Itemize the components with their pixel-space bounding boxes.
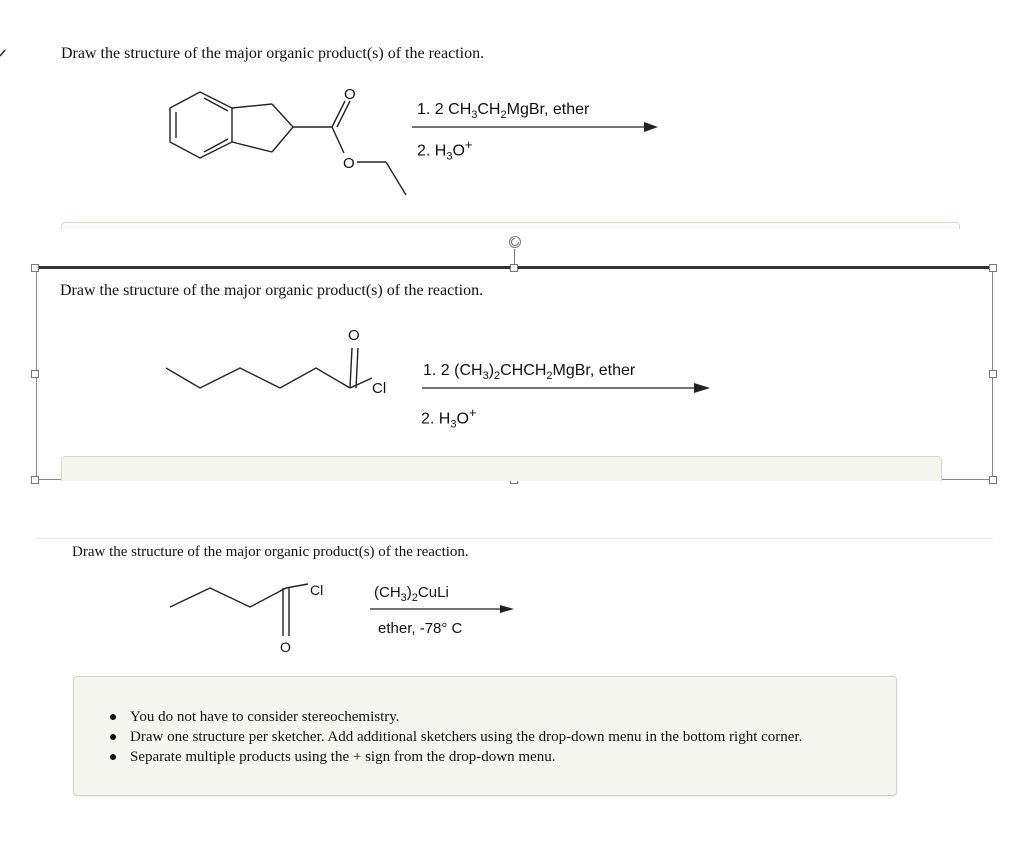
resize-handle-bottom-left[interactable]	[31, 476, 39, 484]
instruction-item: Draw one structure per sketcher. Add additional sketchers using the drop-down menu in the bottom right corner.	[110, 727, 802, 747]
carbonyl-oxygen-label: O	[348, 327, 360, 344]
problem-3-prompt: Draw the structure of the major organic product(s) of the reaction.	[72, 544, 469, 560]
resize-handle-top[interactable]	[510, 264, 518, 272]
rotate-handle-stem	[514, 249, 515, 265]
resize-handle-top-left[interactable]	[31, 264, 39, 272]
chlorine-label: Cl	[310, 582, 324, 598]
reaction-arrowhead	[694, 383, 710, 393]
reaction-arrowhead	[644, 122, 658, 132]
carbonyl-oxygen-label: O	[280, 639, 291, 655]
resize-handle-left[interactable]	[31, 370, 39, 378]
carbonyl-oxygen-label: O	[344, 86, 356, 103]
rotate-handle[interactable]	[508, 235, 522, 249]
problem-3-reagent-below: ether, -78° C	[378, 620, 463, 637]
reaction-arrowhead	[500, 605, 514, 613]
chlorine-label: Cl	[372, 380, 387, 397]
indane-ester-structure	[170, 92, 406, 195]
problem-2-reagent-2: 2. $H_3O^+$	[421, 405, 477, 431]
problem-1-reagent-1: 1. 2 $CH_3CH_2MgBr$, ether	[417, 101, 590, 122]
left-edge-mark	[0, 40, 8, 60]
instructions-box	[73, 676, 897, 796]
acyl-chloride-structure	[170, 584, 308, 636]
problem-2-reagent-1: 1. 2 $(CH_3)_2CHCH_2MgBr$, ether	[423, 362, 636, 383]
instruction-item: You do not have to consider stereochemistry.	[110, 707, 802, 727]
problem-1-reagent-2: 2. $H_3O^+$	[417, 137, 473, 163]
problem-1-prompt: Draw the structure of the major organic product(s) of the reaction.	[61, 45, 485, 62]
resize-handle-bottom-right[interactable]	[989, 476, 997, 484]
resize-handle-top-right[interactable]	[989, 264, 997, 272]
resize-handle-right[interactable]	[989, 370, 997, 378]
problem-2-prompt: Draw the structure of the major organic product(s) of the reaction.	[60, 282, 484, 299]
sketcher-panel-1-top	[61, 222, 960, 229]
problem-3-reaction-scheme	[160, 572, 540, 662]
problem-3-reagent-above: $(CH_3)_2CuLi$	[374, 584, 449, 604]
instructions-list	[110, 707, 802, 767]
acyl-chloride-structure	[166, 348, 372, 388]
section-divider	[36, 538, 993, 539]
ester-oxygen-label: O	[343, 155, 355, 172]
sketcher-panel-2-top	[61, 456, 942, 481]
instruction-item: Separate multiple products using the + sign from the drop-down menu.	[110, 747, 802, 767]
